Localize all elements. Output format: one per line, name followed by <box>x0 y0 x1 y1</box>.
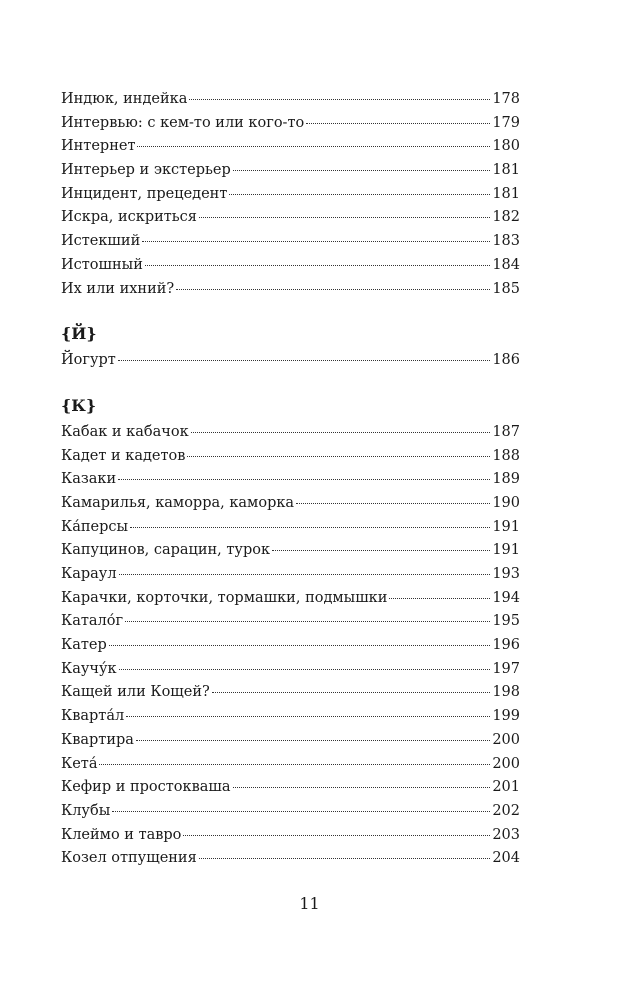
toc-entry-title: Квартира <box>61 731 134 748</box>
toc-entry-page: 202 <box>492 802 520 819</box>
toc-entry-title: Кварта́л <box>61 708 125 725</box>
toc-entry-title: Истекший <box>61 233 141 250</box>
toc-entry <box>61 88 520 112</box>
toc-entry-title: Казаки <box>61 471 117 488</box>
dot-leader <box>389 598 490 599</box>
section-heading-k: {К} <box>61 395 97 415</box>
dot-leader <box>145 265 490 266</box>
toc-entry-title: Кадет и кадетов <box>61 447 186 464</box>
table-of-contents <box>61 88 520 871</box>
toc-entry <box>61 539 520 563</box>
dot-leader <box>142 241 490 242</box>
toc-entry <box>61 421 520 445</box>
toc-entry <box>61 610 520 634</box>
toc-entry <box>61 468 520 492</box>
toc-entry <box>61 563 520 587</box>
dot-leader <box>183 835 490 836</box>
dot-leader <box>119 669 491 670</box>
toc-entry-title: Козел отпущения <box>61 850 197 867</box>
toc-entry <box>61 705 520 729</box>
toc-entry-page: 183 <box>492 233 520 250</box>
toc-entry <box>61 634 520 658</box>
toc-entry-title: Инцидент, прецедент <box>61 185 228 202</box>
toc-entry <box>61 349 520 373</box>
toc-entry-page: 189 <box>492 471 520 488</box>
section-heading-y: {Й} <box>61 324 97 344</box>
toc-entry <box>61 753 520 777</box>
page-number: 11 <box>299 894 320 913</box>
dot-leader <box>125 621 490 622</box>
toc-entry <box>61 278 520 302</box>
toc-entry-page: 200 <box>492 755 520 772</box>
toc-entry-page: 182 <box>492 209 520 226</box>
toc-entry-title: Истошный <box>61 256 143 273</box>
toc-entry <box>61 847 520 871</box>
toc-entry-page: 179 <box>492 114 520 131</box>
toc-entry-title: Их или ихний? <box>61 280 175 297</box>
toc-entry-page: 194 <box>492 589 520 606</box>
dot-leader <box>118 479 490 480</box>
toc-entry-title: Карачки, корточки, тормашки, подмышки <box>61 589 388 606</box>
toc-entry-title: Кащей или Кощей? <box>61 684 210 701</box>
dot-leader <box>199 858 491 859</box>
toc-entry-page: 193 <box>492 566 520 582</box>
toc-entry-page: 188 <box>492 447 520 464</box>
toc-entry-title: Катер <box>61 637 107 654</box>
dot-leader <box>233 170 491 171</box>
toc-entry-page: 185 <box>492 280 520 297</box>
toc-entry-page: 181 <box>492 162 520 179</box>
dot-leader <box>199 217 490 218</box>
toc-entry-title: Кефир и простокваша <box>61 779 231 796</box>
toc-entry <box>61 254 520 278</box>
toc-entry-page: 198 <box>492 684 520 701</box>
toc-entry <box>61 516 520 540</box>
dot-leader <box>187 456 490 457</box>
toc-entry-page: 191 <box>492 518 520 535</box>
toc-entry-title: Камарилья, каморра, каморка <box>61 494 295 511</box>
toc-entry <box>61 587 520 611</box>
toc-entry <box>61 729 520 753</box>
toc-entry <box>61 681 520 705</box>
toc-entry-page: 201 <box>492 779 520 796</box>
toc-entry-page: 195 <box>492 613 520 630</box>
toc-list-y <box>61 349 520 373</box>
dot-leader <box>233 787 491 788</box>
toc-entry-page: 180 <box>492 138 520 155</box>
toc-entry-title: Кета́ <box>61 755 98 772</box>
toc-entry-title: Капуцинов, сарацин, турок <box>61 542 271 559</box>
dot-leader <box>189 99 490 100</box>
dot-leader <box>296 503 490 504</box>
dot-leader <box>99 764 490 765</box>
toc-entry <box>61 776 520 800</box>
toc-entry-page: 187 <box>492 423 520 440</box>
toc-list-k <box>61 421 520 871</box>
dot-leader <box>118 360 491 361</box>
toc-entry <box>61 658 520 682</box>
toc-entry <box>61 112 520 136</box>
dot-leader <box>119 574 491 575</box>
dot-leader <box>126 716 490 717</box>
dot-leader <box>176 289 490 290</box>
toc-entry-page: 186 <box>492 352 520 369</box>
dot-leader <box>109 645 491 646</box>
toc-entry-page: 197 <box>492 660 520 677</box>
toc-entry-title: Кабак и кабачок <box>61 423 189 440</box>
toc-entry <box>61 183 520 207</box>
toc-entry-title: Клеймо и тавро <box>61 826 182 843</box>
dot-leader <box>191 432 491 433</box>
toc-entry-page: 178 <box>492 91 520 107</box>
toc-entry <box>61 230 520 254</box>
toc-entry-title: Искра, искриться <box>61 209 197 226</box>
toc-entry <box>61 135 520 159</box>
dot-leader <box>229 194 490 195</box>
dot-leader <box>136 740 490 741</box>
toc-entry-page: 184 <box>492 256 520 273</box>
toc-entry-page: 204 <box>492 850 520 867</box>
toc-entry-title: Каучу́к <box>61 660 117 677</box>
toc-entry <box>61 800 520 824</box>
dot-leader <box>306 123 490 124</box>
toc-entry-title: Интервью: с кем-то или кого-то <box>61 114 305 131</box>
toc-entry-page: 196 <box>492 637 520 654</box>
dot-leader <box>137 146 490 147</box>
toc-entry-page: 200 <box>492 731 520 748</box>
toc-entry-page: 181 <box>492 185 520 202</box>
toc-entry <box>61 824 520 848</box>
dot-leader <box>212 692 491 693</box>
dot-leader <box>272 550 490 551</box>
dot-leader <box>130 527 490 528</box>
toc-entry-title: Клубы <box>61 802 111 819</box>
toc-entry-title: Индюк, индейка <box>61 91 188 107</box>
toc-entry-title: Йогурт <box>61 352 116 369</box>
toc-entry-page: 199 <box>492 708 520 725</box>
toc-entry <box>61 159 520 183</box>
toc-entry-title: Ка́персы <box>61 518 129 535</box>
toc-list-i <box>61 88 520 301</box>
toc-entry-title: Караул <box>61 566 117 582</box>
toc-entry <box>61 445 520 469</box>
dot-leader <box>112 811 490 812</box>
toc-entry-page: 191 <box>492 542 520 559</box>
toc-entry-title: Интерьер и экстерьер <box>61 162 231 179</box>
toc-entry <box>61 206 520 230</box>
toc-entry-title: Катало́г <box>61 613 124 630</box>
toc-entry <box>61 492 520 516</box>
toc-entry-page: 190 <box>492 494 520 511</box>
toc-entry-page: 203 <box>492 826 520 843</box>
toc-entry-title: Интернет <box>61 138 136 155</box>
